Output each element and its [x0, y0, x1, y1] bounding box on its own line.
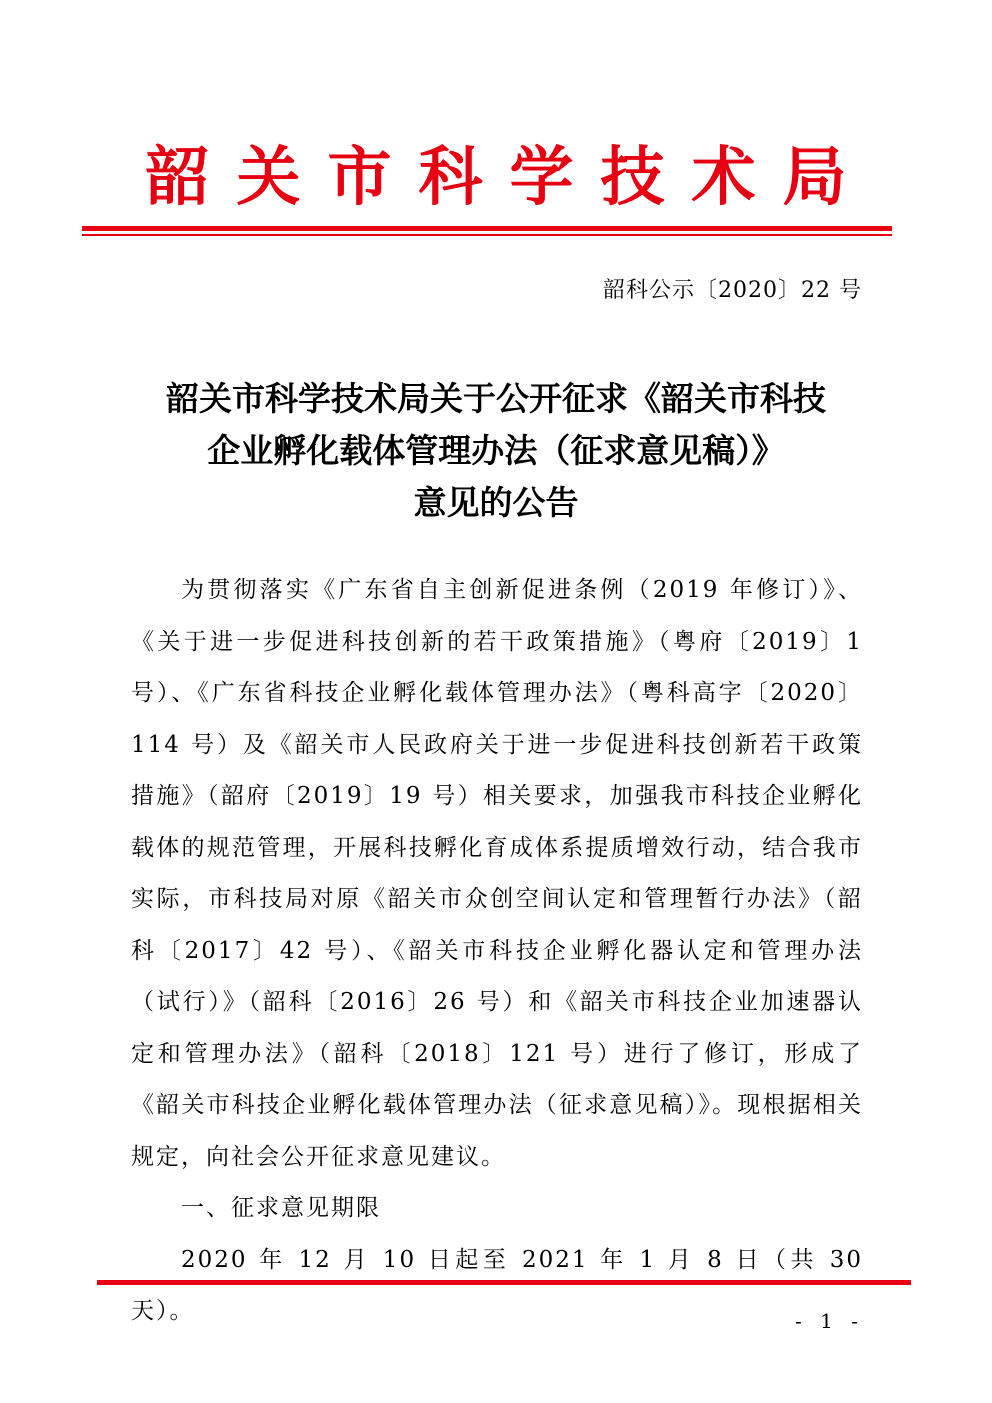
- header-red-rule-thin: [82, 234, 892, 236]
- title-line-2: 企业孵化载体管理办法（征求意见稿）》: [207, 431, 785, 470]
- section-1-text: 2020 年 12 月 10 日起至 2021 年 1 月 8 日（共 30 天）。: [131, 1246, 863, 1324]
- footer-red-rule: [97, 1280, 911, 1285]
- document-title: [80, 373, 912, 529]
- issuing-agency-header: 韶关市科学技术局: [145, 140, 874, 215]
- title-line-1: 韶关市科学技术局关于公开征求《韶关市科技: [166, 379, 826, 418]
- document-number: 韶科公示〔2020〕22 号: [603, 278, 862, 303]
- title-line-3: 意见的公告: [413, 483, 579, 522]
- header-red-rule-thick: [82, 226, 892, 231]
- page-number: - 1 -: [795, 1309, 864, 1333]
- body-paragraph-1: 为贯彻落实《广东省自主创新促进条例（2019 年修订）》、《关于进一步促进科技创新的若干政策措施》（粤府〔2019〕1 号）、《广东省科技企业孵化载体管理办法》（粤科高字〔2020〕114 号）及《韶关市人民政府关于进一步促进科技创新若干政策措施》（韶府〔2019〕19 号）相关要求，加强我市科技企业孵化载体的规范管理，开展科技孵化育成体系提质增效行动，结合我市实际，市科技局对原《韶关市众创空间认定和管理暂行办法》（韶科〔2017〕42 号）、《韶关市科技企业孵化器认定和管理办法（试行）》（韶科〔2016〕26 号）和《韶关市科技企业加速器认定和管理办法》（韶科〔2018〕121 号）进行了修订，形成了《韶关市科技企业孵化载体管理办法（征求意见稿）》。现根据相关规定，向社会公开征求意见建议。: [131, 577, 863, 1170]
- section-1-heading: 一、征求意见期限: [181, 1195, 381, 1221]
- document-body: [131, 565, 863, 1338]
